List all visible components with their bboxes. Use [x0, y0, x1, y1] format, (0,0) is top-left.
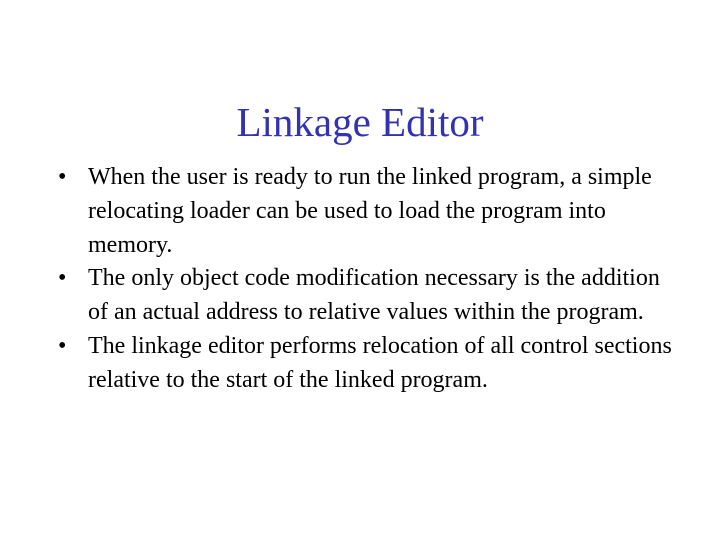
bullet-icon: •: [58, 164, 67, 190]
bullet-list: [58, 161, 678, 398]
bullet-item: [58, 330, 678, 398]
bullet-icon: •: [58, 265, 67, 292]
bullet-text: The linkage editor performs relocation of all control sections relative to the start of the linked program.: [88, 332, 672, 393]
bullet-item: [58, 161, 678, 262]
slide-title: Linkage Editor: [236, 99, 484, 146]
bullet-text: When the user is ready to run the linked program, a simple relocating loader can be used to load the program into memory.: [88, 164, 652, 258]
bullet-item: [58, 262, 678, 330]
bullet-icon: •: [58, 332, 67, 359]
bullet-text: The only object code modification necessary is the addition of an actual address to relative values within the program.: [88, 265, 660, 326]
